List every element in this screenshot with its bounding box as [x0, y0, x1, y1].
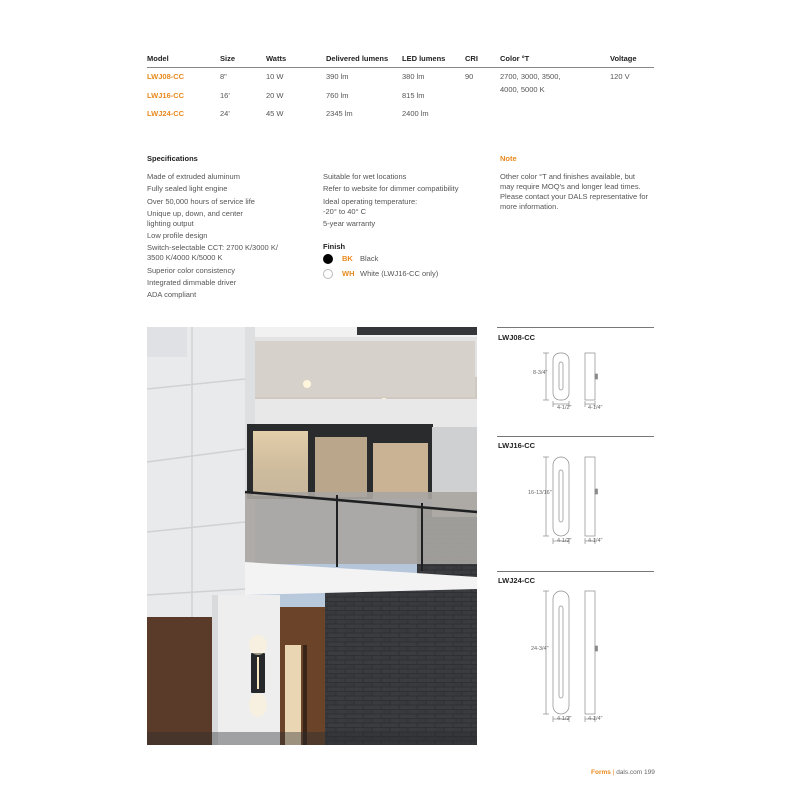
led-lumens-value: 815 lm: [402, 91, 425, 100]
watts-value: 10 W: [266, 72, 284, 81]
list-item: Fully sealed light engine: [147, 184, 228, 194]
finish-option-white: [323, 267, 438, 280]
note-text: Other color °T and finishes available, but may require MOQ's and longer lead times. Please contact your DALS representative for more information.: [500, 172, 648, 211]
product-photo: [147, 327, 477, 745]
size-value: 16': [220, 91, 230, 100]
height-dimension: 16-13/16": [528, 490, 552, 496]
header-delivered-lumens: Delivered lumens: [326, 54, 389, 63]
house-exterior-illustration: [147, 327, 477, 745]
footer-section: Forms: [591, 769, 611, 776]
header-size: Size: [220, 54, 236, 63]
list-item: Switch-selectable CCT: 2700 K/3000 K/: [147, 243, 278, 253]
list-item: -20° to 40° C: [323, 206, 367, 216]
table-header-rule: [147, 67, 654, 68]
size-value: 8": [220, 72, 227, 81]
list-item: 5-year warranty: [323, 218, 376, 228]
drawing-rule: [497, 436, 654, 437]
footer-separator: |: [612, 769, 615, 776]
specifications-title: Specifications: [147, 154, 198, 163]
list-item: Refer to website for dimmer compatibility: [323, 184, 459, 194]
page-number: 199: [644, 769, 655, 776]
swatch-white: [323, 269, 333, 279]
specifications-list-1: [147, 172, 312, 303]
fixture-diagram: [530, 350, 612, 412]
led-lumens-value: 380 lm: [402, 72, 425, 81]
list-item: Suitable for wet locations: [323, 172, 407, 181]
header-led-lumens: LED lumens: [402, 54, 446, 63]
note-title: Note: [500, 154, 517, 163]
header-color-temp: Color °T: [500, 54, 530, 63]
width-dimension: 4-1/2": [557, 716, 572, 722]
drawing-lwj08: [530, 350, 612, 412]
drawing-rule: [497, 571, 654, 572]
fixture-diagram: [530, 588, 612, 728]
drawing-lwj16: [530, 454, 612, 549]
finish-name: Black: [360, 254, 379, 263]
header-cri: CRI: [465, 54, 478, 63]
cri-value: 90: [465, 72, 474, 81]
delivered-lumens-value: 390 lm: [326, 72, 349, 81]
list-item: 3500 K/4000 K/5000 K: [147, 253, 223, 263]
voltage-value: 120 V: [610, 72, 630, 81]
drawing-title: LWJ16-CC: [498, 441, 536, 450]
led-lumens-value: 2400 lm: [402, 109, 429, 118]
finish-option-black: [323, 252, 438, 265]
header-model: Model: [147, 54, 169, 63]
color-temp-line2: 4000, 5000 K: [500, 85, 545, 94]
list-item: ADA compliant: [147, 290, 197, 300]
depth-dimension: 4-1/4": [588, 538, 603, 544]
width-dimension: 4-1/2": [557, 405, 572, 411]
delivered-lumens-value: 760 lm: [326, 91, 349, 100]
list-item: Made of extruded aluminum: [147, 172, 240, 181]
watts-value: 45 W: [266, 109, 284, 118]
swatch-black: [323, 254, 333, 264]
depth-dimension: 4-1/4": [588, 405, 603, 411]
list-item: Ideal operating temperature:: [323, 196, 418, 206]
list-item: Superior color consistency: [147, 265, 235, 275]
drawing-lwj24: [530, 588, 612, 728]
list-item: Low profile design: [147, 231, 208, 241]
model-code: LWJ24-CC: [147, 109, 185, 118]
height-dimension: 8-3/4": [533, 370, 548, 376]
depth-dimension: 4-1/4": [588, 716, 603, 722]
delivered-lumens-value: 2345 lm: [326, 109, 353, 118]
watts-value: 20 W: [266, 91, 284, 100]
drawing-rule: [497, 327, 654, 328]
fixture-diagram: [530, 454, 612, 549]
finish-options: [323, 252, 438, 280]
finish-title: Finish: [323, 242, 346, 251]
model-code: LWJ08-CC: [147, 72, 185, 81]
color-temp-line1: 2700, 3000, 3500,: [500, 72, 561, 81]
list-item: Integrated dimmable driver: [147, 278, 237, 288]
height-dimension: 24-3/4": [531, 646, 549, 652]
drawing-title: LWJ08-CC: [498, 333, 536, 342]
finish-code: WH: [342, 269, 355, 278]
list-item: Over 50,000 hours of service life: [147, 196, 255, 206]
footer-site: dals.com: [616, 769, 643, 776]
width-dimension: 4-1/2": [557, 538, 572, 544]
model-code: LWJ16-CC: [147, 91, 185, 100]
list-item: Unique up, down, and center: [147, 208, 243, 218]
page-footer: [591, 769, 655, 776]
specifications-list-2: [323, 172, 493, 231]
finish-code: BK: [342, 254, 353, 263]
finish-name: White (LWJ16-CC only): [360, 269, 439, 278]
list-item: lighting output: [147, 218, 194, 228]
header-watts: Watts: [266, 54, 287, 63]
drawing-title: LWJ24-CC: [498, 576, 536, 585]
size-value: 24': [220, 109, 230, 118]
header-voltage: Voltage: [610, 54, 637, 63]
